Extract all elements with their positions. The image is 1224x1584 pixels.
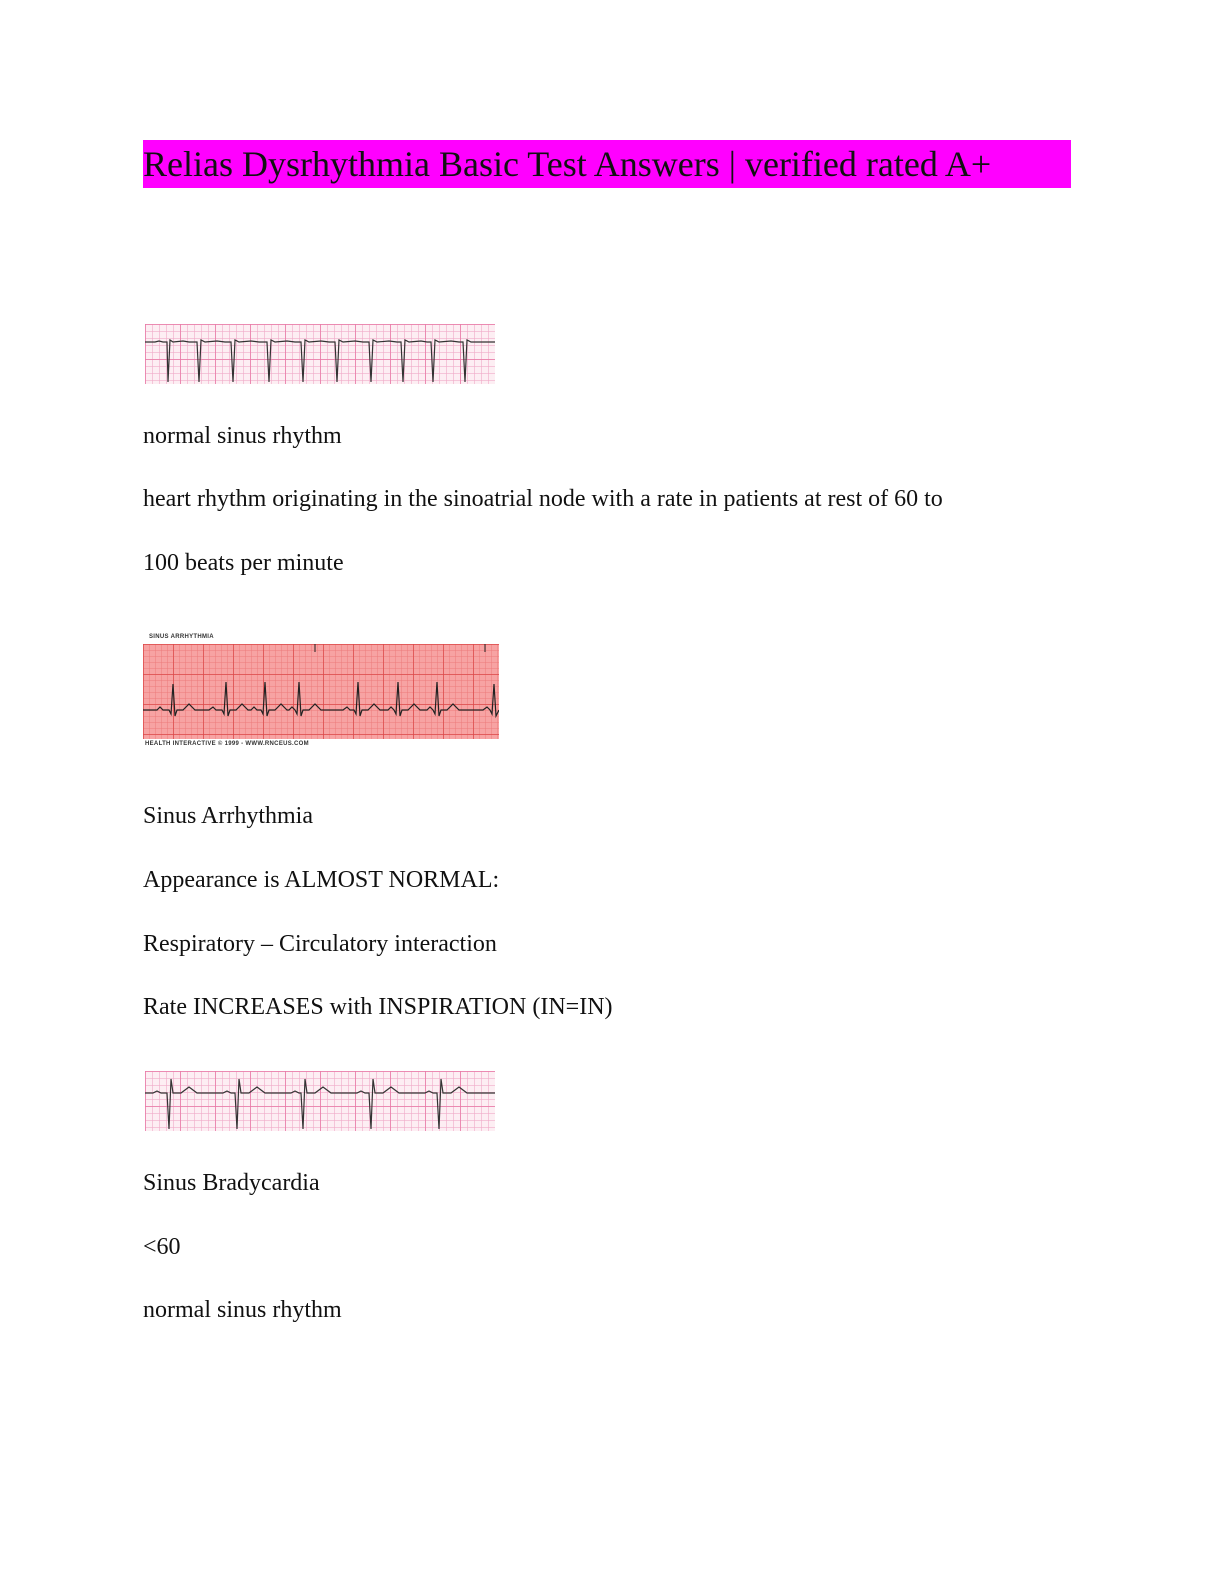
section-1-heading: normal sinus rhythm: [143, 423, 342, 449]
section-2-line-1: Appearance is ALMOST NORMAL:: [143, 867, 500, 893]
ecg-trace-sinus-bradycardia: [145, 1071, 495, 1131]
strip-credit: HEALTH INTERACTIVE © 1999 - WWW.RNCEUS.COM: [145, 741, 309, 747]
section-2-line-2: Respiratory – Circulatory interaction: [143, 931, 497, 957]
section-1-line-2: 100 beats per minute: [143, 550, 344, 576]
ecg-strip-sinus-arrhythmia-icon: [143, 632, 499, 750]
document-title: Relias Dysrhythmia Basic Test Answers | verified rated A+: [143, 140, 1071, 188]
ecg-trace-sinus-arrhythmia: [143, 644, 499, 739]
ecg-strip-sinus-bradycardia-icon: [145, 1071, 495, 1131]
section-3-line-2: normal sinus rhythm: [143, 1297, 342, 1323]
strip-label: SINUS ARRHYTHMIA: [149, 634, 214, 640]
ecg-grid: [143, 644, 499, 739]
ecg-trace-normal-sinus: [145, 324, 495, 384]
section-2-heading: Sinus Arrhythmia: [143, 803, 314, 829]
ecg-strip-normal-sinus-icon: [145, 324, 495, 384]
section-2-line-3: Rate INCREASES with INSPIRATION (IN=IN): [143, 994, 613, 1020]
section-3-heading: Sinus Bradycardia: [143, 1170, 320, 1196]
section-1-line-1: heart rhythm originating in the sinoatrial node with a rate in patients at rest of 60 to: [143, 486, 943, 512]
section-3-line-1: <60: [143, 1234, 181, 1260]
